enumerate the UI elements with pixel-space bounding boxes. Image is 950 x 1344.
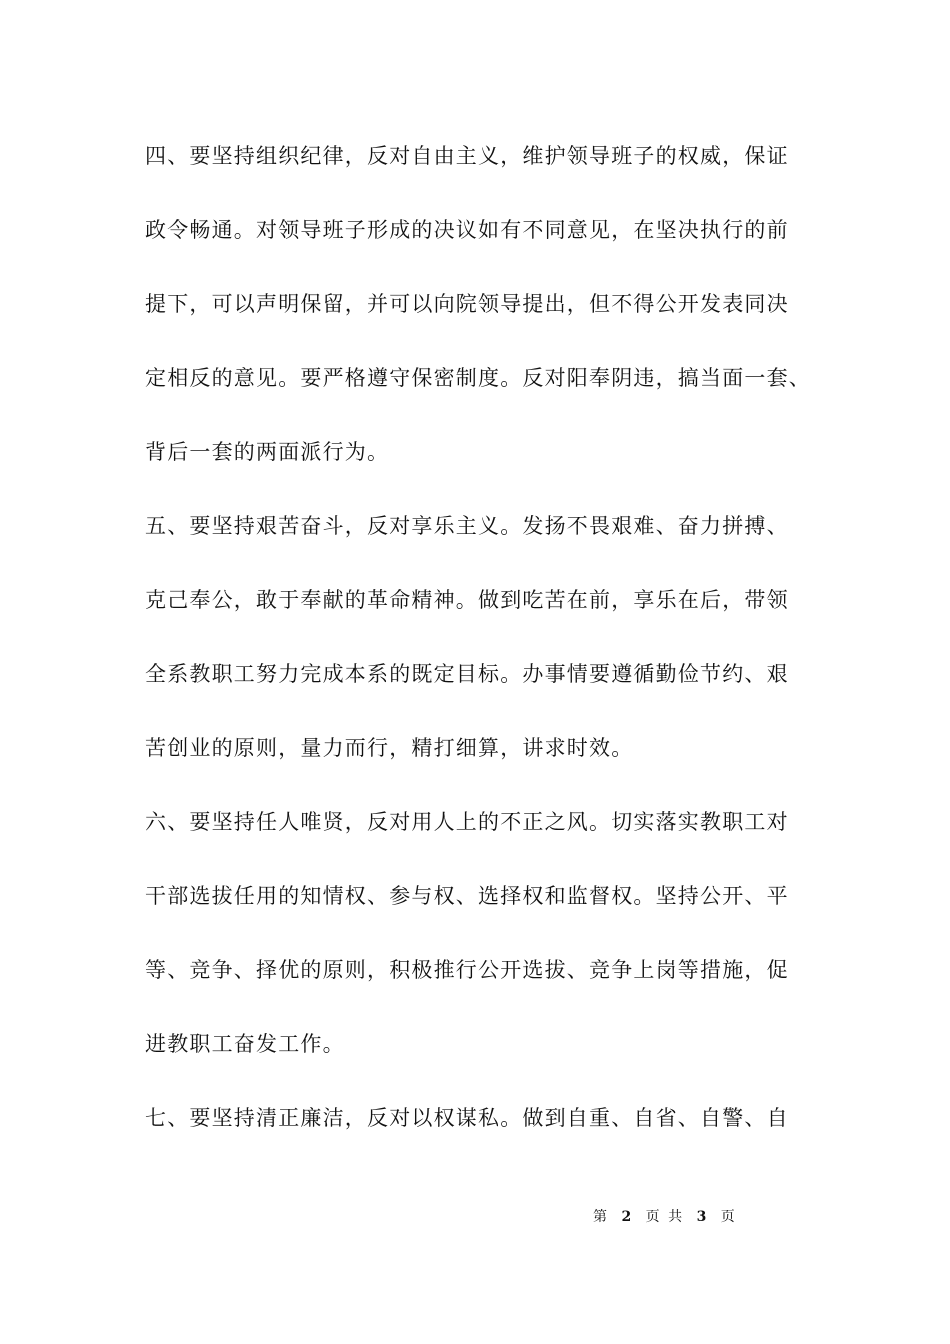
text-line-12: 等、竞争、择优的原则，积极推行公开选拔、竞争上岗等措施，促 bbox=[145, 958, 789, 982]
text-line-4: 定相反的意见。要严格遵守保密制度。反对阳奉阴违，搞当面一套、 bbox=[145, 366, 811, 390]
text-line-10: 六、要坚持任人唯贤，反对用人上的不正之风。切实落实教职工对 bbox=[145, 810, 789, 834]
text-line-6: 五、要坚持艰苦奋斗，反对享乐主义。发扬不畏艰难、奋力拼搏、 bbox=[145, 514, 789, 538]
text-line-9: 苦创业的原则，量力而行，精打细算，讲求时效。 bbox=[145, 736, 634, 760]
text-line-7: 克己奉公，敢于奉献的革命精神。做到吃苦在前，享乐在后，带领 bbox=[145, 588, 789, 612]
text-line-11: 干部选拔任用的知情权、参与权、选择权和监督权。坚持公开、平 bbox=[145, 884, 789, 908]
footer-suffix: 页 bbox=[720, 1209, 737, 1225]
footer-middle: 页 共 bbox=[645, 1209, 685, 1225]
text-line-13: 进教职工奋发工作。 bbox=[145, 1032, 345, 1056]
text-line-1: 四、要坚持组织纪律，反对自由主义，维护领导班子的权威，保证 bbox=[145, 144, 789, 168]
text-line-3: 提下，可以声明保留，并可以向院领导提出，但不得公开发表同决 bbox=[145, 292, 789, 316]
footer-prefix: 第 bbox=[593, 1209, 609, 1225]
footer-total-pages: 3 bbox=[696, 1209, 709, 1225]
footer-current-page: 2 bbox=[621, 1209, 634, 1225]
text-line-2: 政令畅通。对领导班子形成的决议如有不同意见，在坚决执行的前 bbox=[145, 218, 789, 242]
text-line-14: 七、要坚持清正廉洁，反对以权谋私。做到自重、自省、自警、自 bbox=[145, 1106, 789, 1130]
page-number-indicator bbox=[593, 1206, 737, 1226]
text-line-8: 全系教职工努力完成本系的既定目标。办事情要遵循勤俭节约、艰 bbox=[145, 662, 789, 686]
text-line-5: 背后一套的两面派行为。 bbox=[145, 440, 390, 464]
document-body bbox=[145, 136, 825, 1172]
